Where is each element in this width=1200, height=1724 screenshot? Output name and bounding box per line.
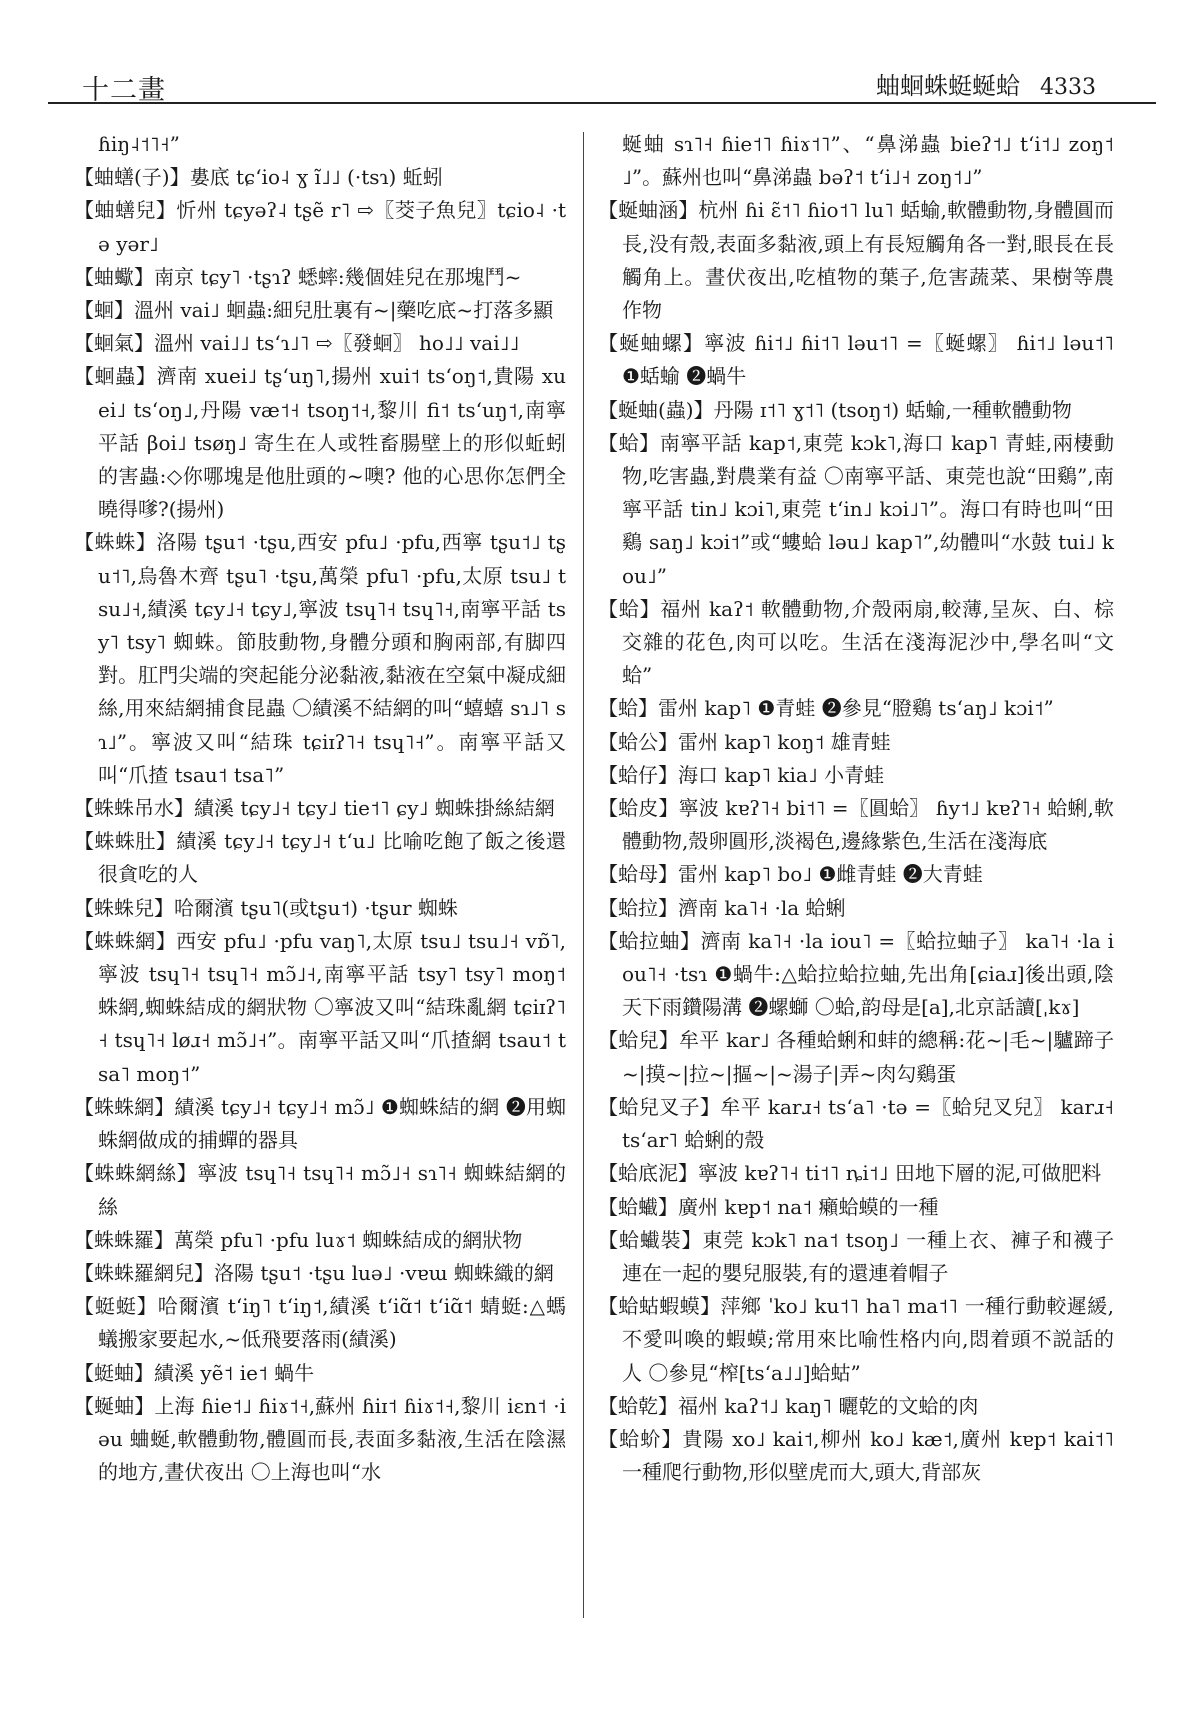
dictionary-entry: 【蛔】溫州 vai˩ 蛔蟲:細兒肚裏有~|藥吃底~打落多顯 (74, 298, 554, 323)
dictionary-entry: 【蚰蠍】南京 tɕy˥ ·tʂɿʔ 蟋蟀:幾個娃兒在那塊鬥~ (74, 264, 522, 289)
dictionary-entry: 【蛤蛄蝦蟆】萍鄉 ˈko˩ ku˦˥ ha˥ ma˦˥ 一種行動較遲緩,不愛叫喚的蝦蟆;常用來比喻性格内向,悶着頭不説話的人 〇參見“榨[tsʻa˩˩]蛤蛄” (598, 1294, 1114, 1385)
page-number: 4333 (1040, 75, 1096, 100)
dictionary-entry: 【蛤】南寧平話 kap˦,東莞 kɔk˥,海口 kap˥ 青蛙,兩棲動物,吃害蟲,對農業有益 〇南寧平話、東莞也說“田鷄”,南寧平話 tin˩ kɔi˥,東莞 tʻin˩ kɔi˩˥”。海口有時也叫“田鷄 saŋ˩ kɔi˦”或“螻蛤 ləu˩ kap˥”,幼體叫“水鼓 tui˩ kou˩” (598, 430, 1114, 588)
dictionary-entry: 【蛛蛛網絲】寧波 tsɥ˥˧ tsɥ˥˧ mɔ̃˩˧ sɿ˥˧ 蜘蛛結網的絲 (74, 1161, 566, 1219)
dictionary-entry: 【蚰蟮(子)】婁底 tɕʻio˨ ɣ ĩ˩˩ (·tsɿ) 蚯蚓 (74, 165, 443, 190)
dictionary-entry: 【蛤仔】海口 kap˥ kia˩ 小青蛙 (598, 762, 885, 787)
dictionary-entry: 【蛛蛛網】西安 pfu˩ ·pfu vaŋ˥,太原 tsu˩ tsu˩˧ vɒ̃˥,寧波 tsɥ˥˧ tsɥ˥˧ mɔ̃˩˧,南寧平話 tsy˥ tsy˥ moŋ˦ 蛛網,蜘蛛結成的網狀物 〇寧波又叫“結珠亂網 tɕiɪʔ˥˧ tsɥ˥˧ løɹ˧ mɔ̃˩˧”。南寧平話又叫“爪揸網 tsau˦ tsa˥ moŋ˦” (74, 928, 566, 1086)
dictionary-entry: 【蜒蚰】上海 ɦie˦˩ ɦiɤ˦˧,蘇州 ɦiɪ˦ ɦiɤ˦˧,黎川 iɛn˦ ·iəu 蛐蜒,軟體動物,體圓而長,表面多黏液,生活在陰濕的地方,晝伏夜出 〇上海也叫“水 (74, 1393, 566, 1485)
running-head (876, 66, 1096, 101)
dictionary-entry: 【蛤蠘】廣州 kɐp˦ na˦ 癩蛤蟆的一種 (598, 1194, 939, 1219)
dictionary-entry: 【蛛蛛兒】哈爾濱 tʂu˥(或tʂu˦) ·tʂur 蜘蛛 (74, 895, 458, 920)
dictionary-entry: 【蛛蛛肚】績溪 tɕy˩˧ tɕy˩˧ tʻu˩ 比喻吃飽了飯之後還很貪吃的人 (74, 829, 566, 887)
dictionary-entry: 【蛔氣】溫州 vai˩˩ tsʻɿ˩˥ ⇨〖發蛔〗 ho˩˩ vai˩˩ (74, 331, 520, 356)
dictionary-entry: 【蜒蚰涵】杭州 ɦi ɛ̃˦˥ ɦio˦˥ lu˥ 蛞蝓,軟體動物,身體圓而長,没有殼,表面多黏液,頭上有長短觸角各一對,眼長在長觸角上。晝伏夜出,吃植物的葉子,危害蔬菜、果樹等農作物 (598, 198, 1114, 323)
dictionary-entry: 【蛔蟲】濟南 xuei˩ tʂʻuŋ˥,揚州 xui˦ tsʻoŋ˦,貴陽 xuei˩ tsʻoŋ˩,丹陽 væ˦˧ tsoŋ˦˧,黎川 fi˦ tsʻuŋ˦,南寧平話 βoi˩ tsøŋ˩ 寄生在人或牲畜腸壁上的形似蚯蚓的害蟲:◇你哪塊是他肚頭的~噢? 他的心思你怎們全曉得嗲?(揚州) (74, 364, 566, 522)
dictionary-entry: 【蜓蚰】績溪 yẽ˦ ie˦ 蝸牛 (74, 1360, 315, 1385)
dictionary-entry: 【蛤】雷州 kap˥ ❶青蛙 ❷參見“膯鷄 tsʻaŋ˩ kɔi˦” (598, 696, 1054, 721)
dictionary-entry: 【蛤皮】寧波 kɐʔ˥˧ bi˦˥ =〖圓蛤〗 ɦy˦˩ kɐʔ˥˧ 蛤蜊,軟體動物,殼卵圓形,淡褐色,邊緣紫色,生活在淺海底 (598, 796, 1114, 854)
dictionary-entry: 【蛤母】雷州 kap˥ bo˩ ❶雌青蛙 ❷大青蛙 (598, 862, 983, 887)
dictionary-entry: 【蚰蟮兒】忻州 tɕyəʔ˨ tʂẽ r˥ ⇨〖茭子魚兒〗tɕio˨ ·tə yər˩ (74, 198, 566, 256)
dictionary-entry: 【蛛蛛】洛陽 tʂu˦ ·tʂu,西安 pfu˩ ·pfu,西寧 tʂu˦˩ tʂu˦˥,烏魯木齊 tʂu˥ ·tʂu,萬榮 pfu˥ ·pfu,太原 tsu˩ tsu˩˧,績溪 tɕy˩˧ tɕy˩,寧波 tsɥ˥˧ tsɥ˥˧,南寧平話 tsy˥ tsy˥ 蜘蛛。節肢動物,身體分頭和胸兩部,有脚四對。肛門尖端的突起能分泌黏液,黏液在空氣中凝成細絲,用來結網捕食昆蟲 〇績溪不結網的叫“蟢蟢 sɿ˩˥ sɿ˩”。寧波又叫“結珠 tɕiɪʔ˥˧ tsɥ˥˧”。南寧平話又叫“爪揸 tsau˦ tsa˥” (74, 530, 566, 787)
dictionary-entry: 【蛛蛛羅】萬榮 pfu˥ ·pfu luɤ˦ 蜘蛛結成的網狀物 (74, 1227, 523, 1252)
dictionary-entry: 【蛛蛛羅網兒】洛陽 tʂu˦ ·tʂu luə˩ ·vɐɯ 蜘蛛織的網 (74, 1260, 554, 1285)
entry-continuation: ɦiŋ˨˦˥˧” (98, 132, 180, 156)
dictionary-entry: 【蜒蚰螺】寧波 ɦi˦˩ ɦi˦˥ ləu˦˥ =〖蜒螺〗 ɦi˦˩ ləu˦˥ ❶蛞蝓 ❷蝸牛 (598, 331, 1114, 389)
dictionary-entry: 【蛤拉】濟南 ka˥˧ ·la 蛤蜊 (598, 895, 846, 920)
dictionary-entry: 【蛛蛛網】績溪 tɕy˩˧ tɕy˩˧ mɔ̃˩ ❶蜘蛛結的網 ❷用蜘蛛網做成的捕蟬的器具 (74, 1094, 566, 1153)
right-column (598, 128, 1114, 1489)
dictionary-entry: 【蛤蠘裝】東莞 kɔk˥ na˦ tsoŋ˩ 一種上衣、褲子和襪子連在一起的嬰兒服裝,有的還連着帽子 (598, 1227, 1114, 1285)
dictionary-entry: 【蛤兒叉子】牟平 karɹ˧ tsʻa˥ ·tə =〖蛤兒叉兒〗 karɹ˧ tsʻar˥ 蛤蜊的殼 (598, 1094, 1114, 1153)
section-title: 十二畫 (82, 75, 166, 106)
dictionary-entry: 【蛤兒】牟平 kar˩ 各種蛤蜊和蚌的總稱:花~|毛~|驢蹄子~|摸~|拉~|摳~|~湯子|弄~肉勾鷄蛋 (598, 1028, 1114, 1086)
dictionary-entry: 【蛤底泥】寧波 kɐʔ˥˧ ti˦˥ ȵi˦˩ 田地下層的泥,可做肥料 (598, 1161, 1102, 1186)
dictionary-entry: 【蜓蜓】哈爾濱 tʻiŋ˥ tʻiŋ˦,績溪 tʻiɑ̃˦ tʻiɑ̃˦ 蜻蜓:△螞蟻搬家要起水,~低飛要落雨(績溪) (74, 1294, 566, 1352)
dictionary-entry: 【蛤乾】福州 kaʔ˦˩ kaŋ˥ 曬乾的文蛤的肉 (598, 1393, 979, 1418)
dictionary-entry: 【蛛蛛吊水】績溪 tɕy˩˧ tɕy˩ tie˦˥ ɕy˩ 蜘蛛掛絲結網 (74, 796, 555, 821)
column-divider (583, 132, 584, 1618)
left-column (74, 128, 566, 1489)
dictionary-entry: 【蛤公】雷州 kap˥ koŋ˦ 雄青蛙 (598, 729, 891, 754)
header-rule (48, 102, 1156, 104)
dictionary-entry: 【蛤】福州 kaʔ˦ 軟體動物,介殼兩扇,較薄,呈灰、白、棕交雜的花色,肉可以吃。生活在淺海泥沙中,學名叫“文蛤” (598, 596, 1114, 688)
headwords: 蚰蛔蛛蜓蜒蛤 (876, 72, 1020, 100)
dictionary-entry: 【蜒蚰(蟲)】丹陽 ɪ˦˥ ɣ˦˥ (tsoŋ˦) 蛞蝓,一種軟體動物 (598, 397, 1072, 422)
dictionary-entry: 【蛤拉蚰】濟南 ka˥˧ ·la iou˥ =〖蛤拉蚰子〗 ka˥˧ ·la iou˥˧ ·tsɿ ❶蝸牛:△蛤拉蛤拉蚰,先出角[ɕiaɹ]後出頭,陰天下雨鑽陽溝 ❷螺螄 〇蛤,韵母是[a],北京話讀[ˌkɤ] (598, 928, 1114, 1020)
entry-continuation: 蜒蚰 sɿ˥˧ ɦie˦˥ ɦiɤ˦˥”、“鼻涕蟲 bieʔ˦˩ tʻi˦˩ zoŋ˦˩”。蘇州也叫“鼻涕蟲 bəʔ˦ tʻi˩˧ zoŋ˦˩” (622, 132, 1114, 190)
dictionary-entry: 【蛤蚧】貴陽 xo˩ kai˦,柳州 ko˩ kæ˦,廣州 kɐp˦ kai˦˥ 一種爬行動物,形似壁虎而大,頭大,背部灰 (598, 1426, 1114, 1485)
